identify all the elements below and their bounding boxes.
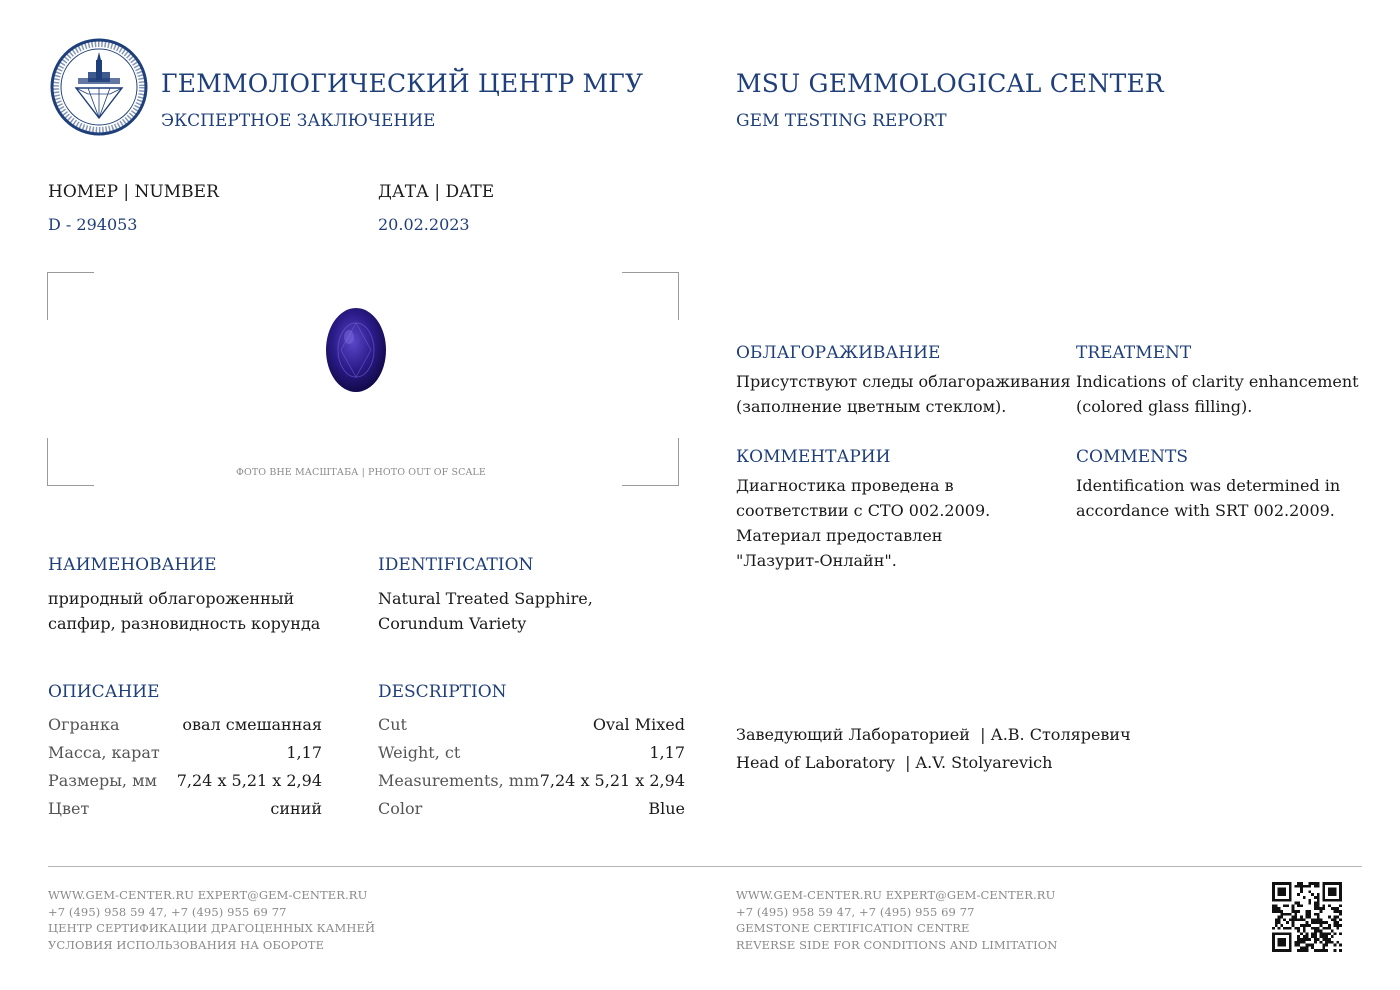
identification-en-label: IDENTIFICATION	[378, 555, 534, 575]
date-value: 20.02.2023	[378, 215, 470, 234]
signature-en: Head of Laboratory | A.V. Stolyarevich	[736, 753, 1053, 772]
desc-ru-row-weight: Масса, карат 1,17	[48, 743, 322, 762]
desc-ru-row-cut: Огранка овал смешанная	[48, 715, 322, 734]
date-label: ДАТА | DATE	[378, 182, 495, 202]
gem-photo-icon	[325, 307, 387, 393]
footer-right: WWW.GEM-CENTER.RU EXPERT@GEM-CENTER.RU +7 (495) 958 59 47, +7 (495) 955 69 77 GEMSTONE CERTIFICATION CENTRE REVERSE SIDE FOR CONDITIONS AND LIMITATION	[736, 888, 1058, 952]
description-ru-label: ОПИСАНИЕ	[48, 682, 160, 702]
comments-ru-text: Диагностика проведена в соответствии с СТО 002.2009. Материал предоставлен "Лазурит-Онлайн".	[736, 476, 991, 570]
treatment-en-text: Indications of clarity enhancement (colored glass filling).	[1076, 372, 1359, 416]
ru-subtitle: ЭКСПЕРТНОЕ ЗАКЛЮЧЕНИЕ	[161, 111, 436, 131]
desc-en-row-measurements: Measurements, mm 7,24 x 5,21 x 2,94	[378, 771, 685, 790]
treatment-ru-label: ОБЛАГОРАЖИВАНИЕ	[736, 343, 941, 363]
desc-ru-row-measurements: Размеры, мм 7,24 x 5,21 x 2,94	[48, 771, 322, 790]
comments-ru-label: КОММЕНТАРИИ	[736, 447, 891, 467]
description-en-label: DESCRIPTION	[378, 682, 507, 702]
ru-title: ГЕММОЛОГИЧЕСКИЙ ЦЕНТР МГУ	[161, 69, 644, 98]
comments-en-text: Identification was determined in accordance with SRT 002.2009.	[1076, 476, 1341, 520]
desc-ru-row-color: Цвет синий	[48, 799, 322, 818]
photo-caption: ФОТО ВНЕ МАСШТАБА | PHOTO OUT OF SCALE	[236, 467, 486, 478]
desc-en-row-cut: Cut Oval Mixed	[378, 715, 685, 734]
comments-en-label: COMMENTS	[1076, 447, 1189, 467]
desc-en-row-color: Color Blue	[378, 799, 685, 818]
identification-en-text: Natural Treated Sapphire, Corundum Variety	[378, 589, 593, 633]
treatment-ru-text: Присутствуют следы облагораживания (заполнение цветным стеклом).	[736, 372, 1071, 416]
number-value: D - 294053	[48, 215, 138, 234]
treatment-en-label: TREATMENT	[1076, 343, 1192, 363]
desc-en-row-weight: Weight, ct 1,17	[378, 743, 685, 762]
qr-code-icon	[1272, 882, 1342, 952]
identification-ru-label: НАИМЕНОВАНИЕ	[48, 555, 217, 575]
number-label: НОМЕР | NUMBER	[48, 182, 219, 202]
en-title: MSU GEMMOLOGICAL CENTER	[736, 69, 1164, 98]
identification-ru-text: природный облагороженный сапфир, разновидность корунда	[48, 589, 321, 633]
msu-seal-icon	[50, 38, 148, 136]
footer-divider	[48, 866, 1362, 867]
signature-ru: Заведующий Лабораторией | А.В. Столяревич	[736, 725, 1131, 744]
footer-left: WWW.GEM-CENTER.RU EXPERT@GEM-CENTER.RU +7 (495) 958 59 47, +7 (495) 955 69 77 ЦЕНТР СЕРТИФИКАЦИИ ДРАГОЦЕННЫХ КАМНЕЙ УСЛОВИЯ ИСПОЛЬЗОВАНИЯ НА ОБОРОТЕ	[48, 888, 376, 952]
en-subtitle: GEM TESTING REPORT	[736, 111, 947, 131]
